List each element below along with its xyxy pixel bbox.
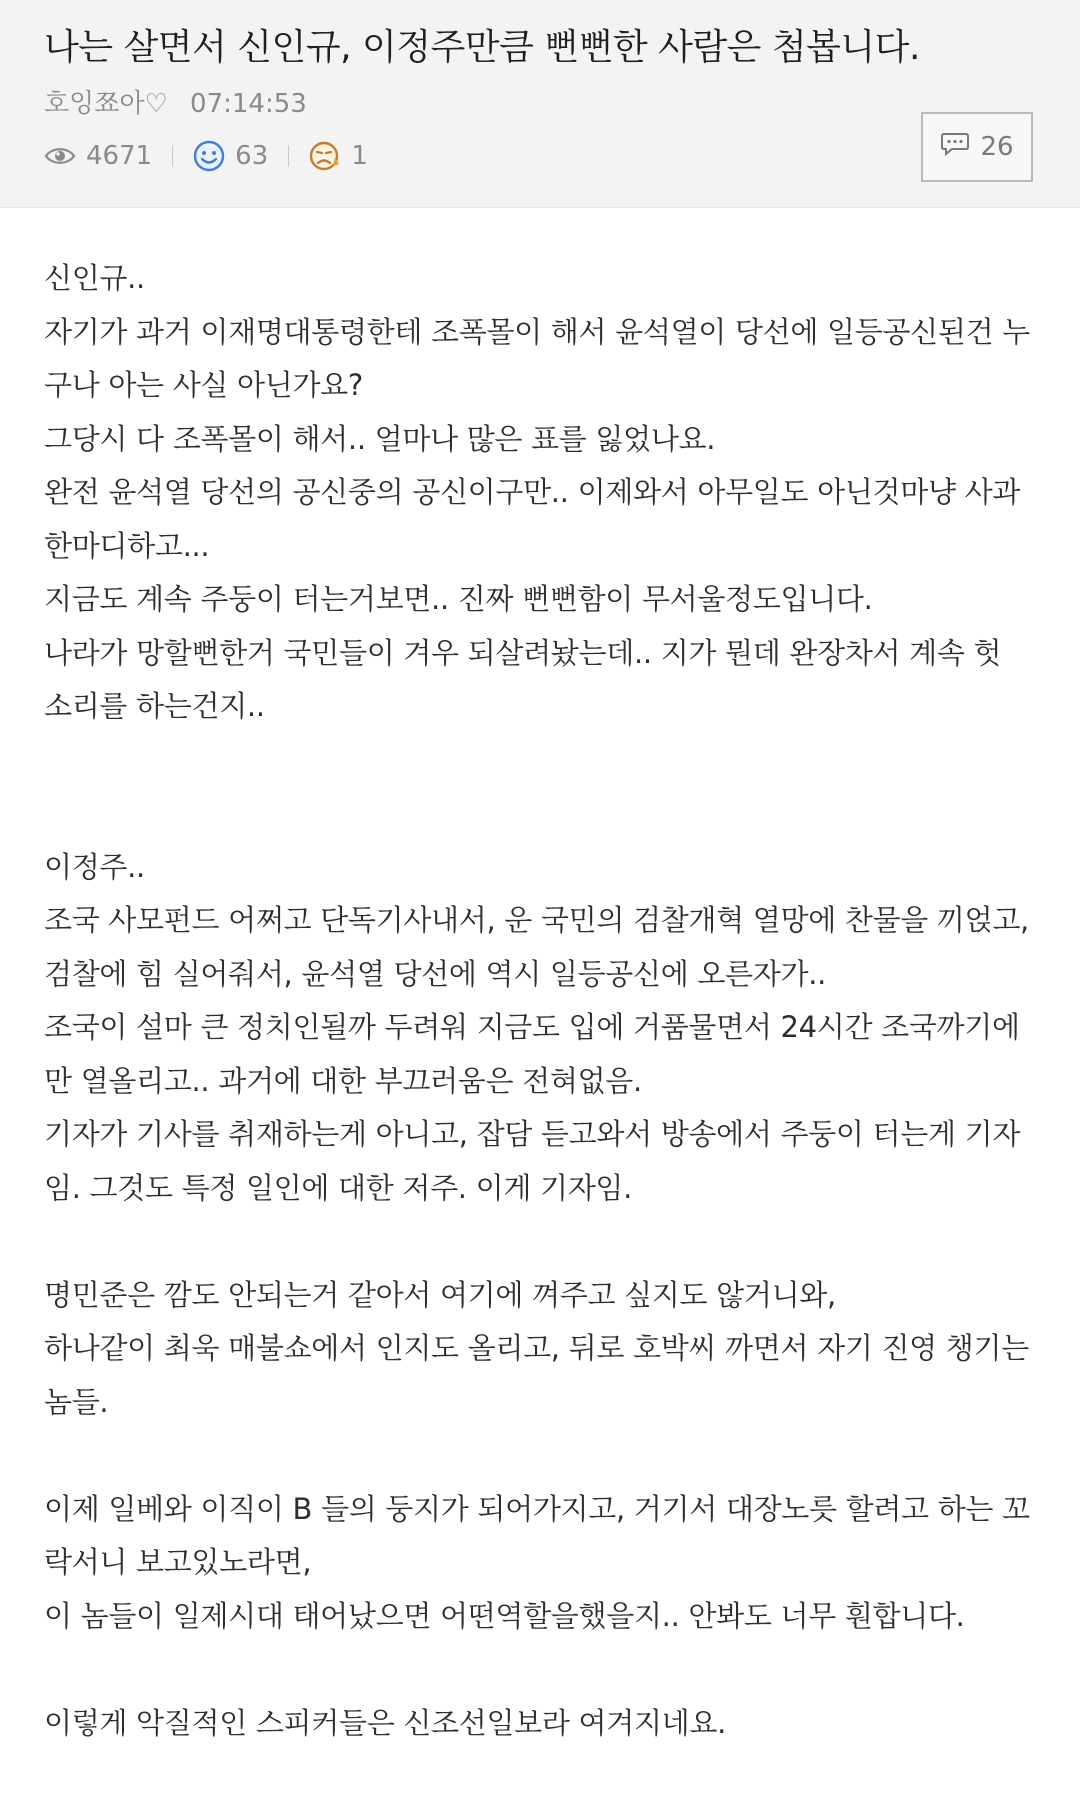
body-line: 만 열올리고.. 과거에 대한 부끄러움은 전혀없음. (44, 1063, 642, 1098)
body-line: 신인규.. (44, 261, 145, 295)
body-line: 놈들. (44, 1384, 109, 1419)
body-line: 이제 일베와 이직이 B 들의 둥지가 되어가지고, 거기서 대장노릇 할려고 하는 꼬 (44, 1491, 1030, 1526)
body-line: 한마디하고... (44, 528, 210, 563)
comments-count: 26 (980, 132, 1014, 162)
body-line: 락서니 보고있노라면, (44, 1545, 312, 1579)
body-line: 임. 그것도 특정 일인에 대한 저주. 이게 기자임. (44, 1170, 633, 1205)
body-line: 이 놈들이 일제시대 태어났으면 어떤역할을했을지.. 안봐도 너무 훤합니다. (44, 1598, 965, 1633)
body-line: 이렇게 악질적인 스피커들은 신조선일보라 여겨지네요. (44, 1705, 727, 1740)
body-line: 조국이 설마 큰 정치인될까 두려워 지금도 입에 거품물면서 24시간 조국까기에 (44, 1010, 1020, 1044)
eye-icon (44, 145, 76, 167)
post-time: 07:14:53 (190, 89, 307, 119)
views-stat (44, 141, 152, 171)
stat-divider (172, 145, 173, 167)
post-header (0, 0, 1080, 208)
speech-bubble-icon (940, 131, 970, 164)
author-name[interactable]: 호잉쬬아♡ (44, 89, 168, 119)
body-line: 그당시 다 조폭몰이 해서.. 얼마나 많은 표를 잃었나요. (44, 421, 716, 456)
body-line: 명민준은 깜도 안되는거 같아서 여기에 껴주고 싶지도 않거니와, (44, 1277, 836, 1312)
views-count: 4671 (86, 141, 153, 171)
stat-divider (288, 145, 289, 167)
post-body (44, 252, 1044, 1750)
body-line: 이정주.. (44, 849, 145, 884)
body-line: 검찰에 힘 실어줘서, 윤석열 당선에 역시 일등공신에 오른자가.. (44, 956, 827, 991)
post-meta (44, 84, 307, 124)
body-line (44, 1215, 1044, 1269)
body-line: 완전 윤석열 당선의 공신중의 공신이구만.. 이제와서 아무일도 아닌것마냥 사과 (44, 475, 1021, 509)
body-line: 소리를 하는건지.. (44, 689, 265, 723)
like-button[interactable] (193, 140, 268, 172)
body-line (44, 1643, 1044, 1697)
likes-count: 63 (235, 141, 269, 171)
body-line: 지금도 계속 주둥이 터는거보면.. 진짜 뻔뻔함이 무서울정도입니다. (44, 582, 873, 616)
body-line (44, 1429, 1044, 1483)
body-line (44, 787, 1044, 841)
dislikes-count: 1 (351, 141, 368, 171)
body-line: 기자가 기사를 취재하는게 아니고, 잡담 듣고와서 방송에서 주둥이 터는게 기자 (44, 1117, 1021, 1151)
dislike-button[interactable] (309, 140, 368, 172)
post-title: 나는 살면서 신인규, 이정주만큼 뻔뻔한 사람은 첨봅니다. (44, 27, 920, 68)
sad-face-icon[interactable] (309, 140, 341, 172)
body-line: 구나 아는 사실 아닌가요? (44, 368, 363, 402)
body-line: 나라가 망할뻔한거 국민들이 겨우 되살려놨는데.. 지가 뭔데 완장차서 계속 헛 (44, 635, 1002, 670)
body-line: 조국 사모펀드 어쩌고 단독기사내서, 운 국민의 검찰개혁 열망에 찬물을 끼얹고, (44, 903, 1029, 937)
body-line: 하나같이 최욱 매불쇼에서 인지도 올리고, 뒤로 호박씨 까면서 자기 진영 챙기는 (44, 1331, 1029, 1365)
post-stats (44, 136, 368, 176)
comments-button[interactable] (921, 112, 1033, 182)
smiley-icon[interactable] (193, 140, 225, 172)
body-line (44, 734, 1044, 788)
body-line: 자기가 과거 이재명대통령한테 조폭몰이 해서 윤석열이 당선에 일등공신된건 누 (44, 314, 1030, 349)
